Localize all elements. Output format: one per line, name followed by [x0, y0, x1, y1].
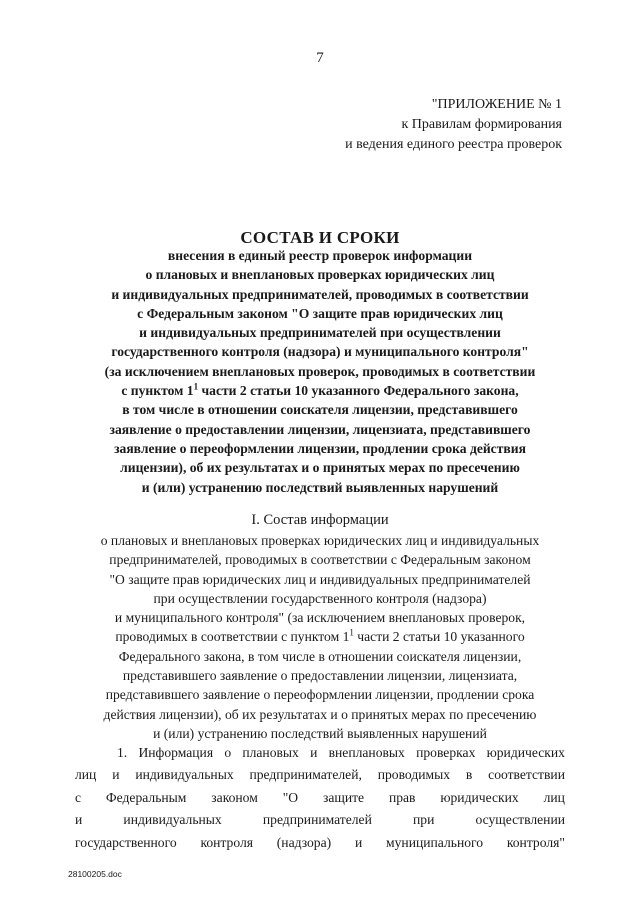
subtitle-line-text: и индивидуальных предпринимателей, проводимых в соответствии — [111, 286, 529, 302]
subtitle-line-text: внесения в единый реестр проверок информации — [167, 248, 473, 263]
paragraph-word: осуществлении — [475, 812, 565, 828]
section-desc-line-text: части 2 статьи 10 указанного — [353, 629, 525, 645]
section-desc-line-text: представившего заявление о переоформлении лицензии, продлении срока — [105, 687, 535, 703]
section-desc-line — [40, 570, 600, 589]
section-desc-line-text: представившего заявление о предоставлении лицензии, лицензиата, — [122, 668, 518, 684]
document-title: СОСТАВ И СРОКИ — [240, 228, 400, 247]
section-desc-line — [40, 685, 600, 704]
section-desc-line — [40, 608, 600, 627]
subtitle-line — [40, 362, 600, 381]
document-subtitle — [40, 246, 600, 497]
appendix-line: к Правилам формирования — [401, 117, 562, 132]
paragraph-word: муниципального — [386, 834, 484, 850]
paragraph-word: (надзора) — [276, 834, 332, 850]
paragraph-line — [75, 832, 565, 854]
paragraph-word: юридических — [486, 745, 565, 760]
section-desc-line — [40, 647, 600, 666]
paragraph-word: контроля — [200, 834, 253, 850]
subtitle-line — [40, 458, 600, 477]
appendix-line: и ведения единого реестра проверок — [345, 137, 562, 152]
section-desc-line-text: проводимых в соответствии с пунктом 1 — [115, 629, 350, 645]
subtitle-line-text: с Федеральным законом "О защите прав юридических лиц — [137, 305, 503, 321]
paragraph-word: индивидуальных — [123, 812, 222, 828]
subtitle-line — [40, 265, 600, 284]
paragraph-word: лиц — [543, 789, 565, 805]
superscript: 1 — [193, 381, 199, 392]
section-desc-line — [40, 705, 600, 724]
paragraph-word: и — [112, 767, 120, 783]
paragraph-word: соответствии — [488, 767, 565, 783]
subtitle-line — [40, 381, 600, 400]
section-desc-line — [40, 627, 600, 646]
section-desc-line — [40, 724, 600, 743]
subtitle-line — [40, 323, 600, 342]
paragraph-word: предпринимателей, — [249, 767, 362, 783]
subtitle-line-text: части 2 статьи 10 указанного Федерального закона, — [198, 383, 519, 399]
section-desc-line-text: "О защите прав юридических лиц и индивидуальных предпринимателей — [109, 571, 531, 587]
paragraph-word: и — [310, 745, 318, 760]
paragraph-word: законом — [211, 789, 258, 805]
paragraph-word: Информация — [138, 745, 214, 760]
subtitle-line-text: и (или) устранению последствий выявленных нарушений — [141, 479, 499, 495]
paragraph-word: и — [354, 834, 363, 850]
paragraph-word: внеплановых — [328, 745, 405, 760]
section-desc-line-text: при осуществлении государственного контроля (надзора) — [153, 590, 487, 606]
section-desc-line — [40, 531, 600, 550]
paragraph-word: в — [465, 767, 473, 783]
subtitle-line — [40, 246, 600, 265]
section-desc-line — [40, 666, 600, 685]
paragraph-word: плановых — [242, 745, 299, 760]
section-desc-line — [40, 589, 600, 608]
section-desc-line-text: действия лицензии), об их результатах и о принятых мерах по пресечению — [103, 706, 537, 722]
paragraph-1 — [75, 742, 565, 854]
subtitle-line-text: с пунктом 1 — [121, 383, 194, 399]
paragraph-line — [75, 787, 565, 809]
subtitle-line-text: государственного контроля (надзора) и муниципального контроля" — [111, 344, 529, 360]
subtitle-line — [40, 342, 600, 361]
subtitle-line — [40, 400, 600, 419]
subtitle-line-text: лицензии), об их результатах и о принятых мерах по пресечению — [120, 460, 520, 476]
appendix-line: "ПРИЛОЖЕНИЕ № 1 — [431, 97, 562, 112]
subtitle-line — [40, 285, 600, 304]
paragraph-word: проверках — [416, 745, 476, 760]
section-desc-line-text: и муниципального контроля" (за исключением внеплановых проверок, — [114, 610, 526, 626]
section-desc-line — [40, 550, 600, 569]
paragraph-word: защите — [322, 789, 365, 805]
subtitle-line — [40, 420, 600, 439]
section-desc-line-text: Федерального закона, в том числе в отношении соискателя лицензии, — [118, 648, 522, 664]
paragraph-word: Федеральным — [105, 789, 187, 805]
paragraph-word: "О — [282, 789, 299, 805]
paragraph-line — [75, 742, 565, 764]
subtitle-line — [40, 439, 600, 458]
paragraph-word: прав — [388, 789, 416, 805]
page-number: 7 — [316, 50, 324, 66]
paragraph-word: индивидуальных — [135, 767, 234, 783]
section-heading: I. Состав информации — [251, 512, 389, 528]
paragraph-word: государственного — [75, 834, 177, 850]
paragraph-word: предпринимателей — [262, 812, 372, 828]
subtitle-line-text: в том числе в отношении соискателя лицензии, представившего — [122, 402, 518, 418]
subtitle-line-text: заявление о переоформлении лицензии, продлении срока действия — [114, 440, 526, 456]
paragraph-word: о — [224, 745, 232, 760]
section-desc-line-text: о плановых и внеплановых проверках юридических лиц и индивидуальных — [100, 533, 540, 548]
footer-filename: 28100205.doc — [68, 869, 122, 879]
paragraph-word: контроля" — [506, 834, 565, 850]
superscript: 1 — [349, 627, 354, 638]
section-desc-line-text: и (или) устранению последствий выявленных нарушений — [153, 725, 487, 741]
subtitle-line-text: и индивидуальных предпринимателей при осуществлении — [139, 325, 501, 341]
section-description — [40, 531, 600, 743]
paragraph-line — [75, 809, 565, 831]
subtitle-line — [40, 304, 600, 323]
paragraph-word: и — [75, 812, 83, 828]
paragraph-word: лиц — [75, 767, 97, 783]
paragraph-word: 1. — [117, 745, 128, 760]
paragraph-word: с — [75, 789, 82, 805]
subtitle-line-text: заявление о предоставлении лицензии, лицензиата, представившего — [109, 421, 531, 437]
paragraph-word: проводимых — [377, 767, 451, 783]
paragraph-word: при — [413, 812, 435, 828]
subtitle-line-text: о плановых и внеплановых проверках юридических лиц — [145, 267, 495, 283]
subtitle-line — [40, 478, 600, 497]
appendix-block — [345, 95, 562, 155]
paragraph-line — [75, 764, 565, 786]
paragraph-word: юридических — [440, 789, 519, 805]
section-desc-line-text: предпринимателей, проводимых в соответствии с Федеральным законом — [109, 552, 531, 568]
subtitle-line-text: (за исключением внеплановых проверок, проводимых в соответствии — [104, 363, 536, 379]
